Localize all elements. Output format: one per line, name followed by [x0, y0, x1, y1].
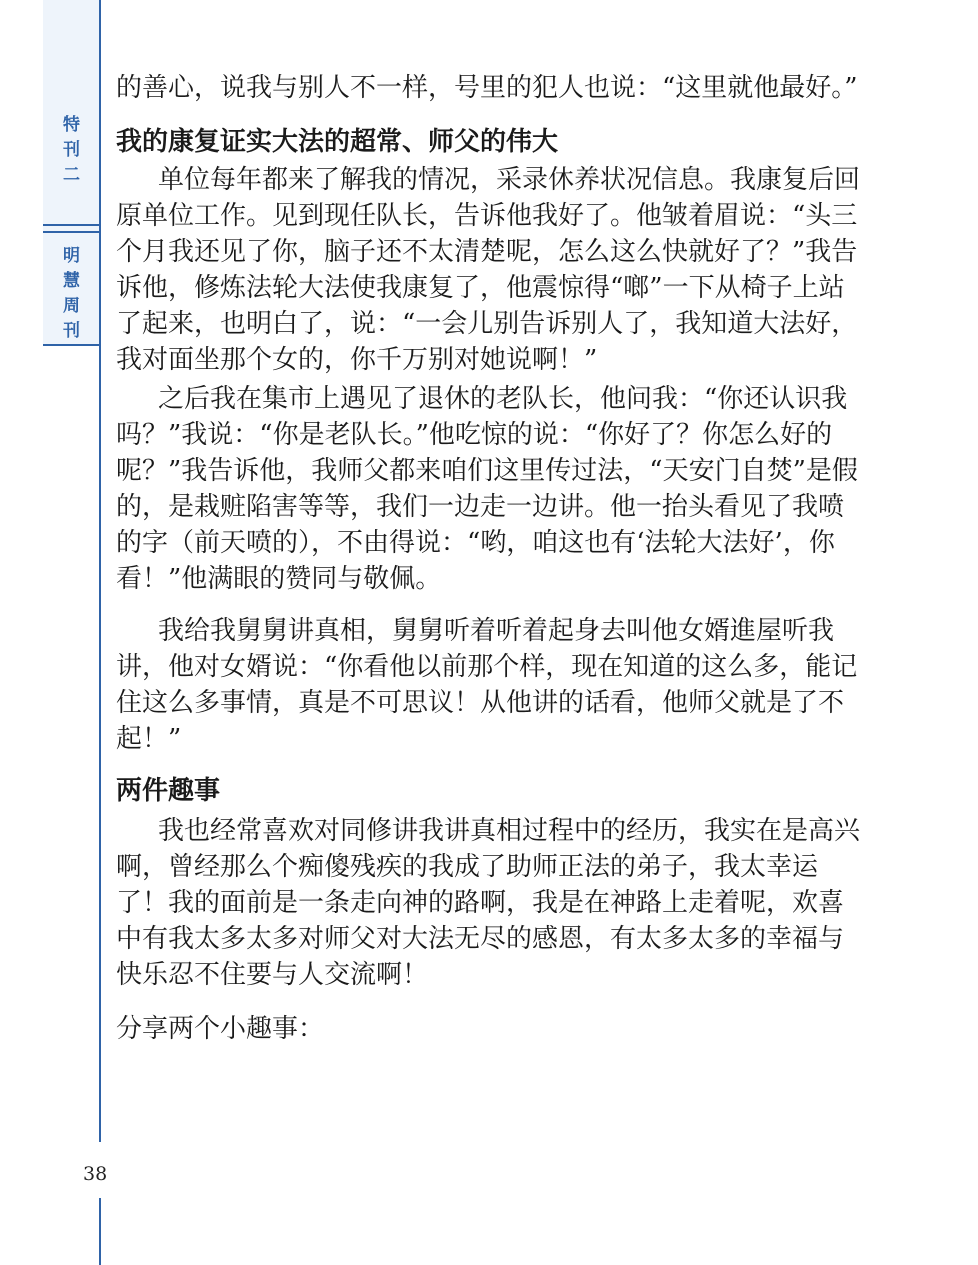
tab-minghui-weekly-char: 明	[63, 246, 80, 266]
tab-minghui-weekly-char: 刊	[63, 321, 80, 341]
margin-line	[99, 0, 101, 1265]
paragraph: 分享两个小趣事：	[116, 1014, 325, 1044]
tab-minghui-weekly-char: 慧	[63, 271, 80, 291]
tab-special-issue-char: 二	[63, 165, 80, 185]
tab-minghui-weekly-char: 周	[63, 296, 80, 316]
paragraph: 我也经常喜欢对同修讲我讲真相过程中的经历，我实在是高兴啊，曾经那么个痴傻残疾的我成了助师正法的弟子，我太幸运了！我的面前是一条走向神的路啊，我是在神路上走着呢，欢喜中有我太多太多对师父对大法无尽的感恩，有太多太多的幸福与快乐忍不住要与人交流啊！	[116, 816, 861, 990]
sidebar-divider	[43, 231, 100, 233]
paragraph: 单位每年都来了解我的情况，采录休养状况信息。我康复后回原单位工作。见到现任队长，告诉他我好了。他皱着眉说：“头三个月我还见了你，脑子还不太清楚呢，怎么这么快就好了？”我告诉他，修炼法轮大法使我康复了，他震惊得“啷”一下从椅子上站了起来，也明白了，说：“一会儿别告诉别人了，我知道大法好，我对面坐那个女的，你千万别对她说啊！”	[116, 165, 861, 375]
page-number: 38	[83, 1163, 108, 1185]
sidebar-divider	[43, 224, 100, 226]
tab-special-issue-char: 刊	[63, 140, 80, 160]
paragraph: 我给我舅舅讲真相，舅舅听着听着起身去叫他女婿進屋听我讲，他对女婿说：“你看他以前那个样，现在知道的这么多，能记住这么多事情，真是不可思议！从他讲的话看，他师父就是了不起！”	[116, 616, 858, 754]
tab-minghui-weekly	[43, 244, 100, 344]
sidebar-bottom-rule	[43, 344, 100, 346]
tab-special-issue-char: 特	[63, 115, 80, 135]
tab-special-issue	[43, 113, 100, 188]
article-body	[116, 70, 864, 1047]
section-heading: 两件趣事	[116, 776, 221, 806]
paragraph-continued: 的善心，说我与别人不一样，号里的犯人也说：“这里就他最好。”	[116, 73, 858, 103]
section-heading: 我的康复证实大法的超常、师父的伟大	[116, 127, 559, 157]
paragraph: 之后我在集市上遇见了退休的老队长，他问我：“你还认识我吗？”我说：“你是老队长。”他吃惊的说：“你好了？你怎么好的呢？”我告诉他，我师父都来咱们这里传过法，“天安门自焚”是假的，是栽赃陷害等等，我们一边走一边讲。他一抬头看见了我喷的字（前天喷的），不由得说：“哟，咱这也有‘法轮大法好’，你看！”他满眼的赞同与敬佩。	[116, 384, 858, 594]
